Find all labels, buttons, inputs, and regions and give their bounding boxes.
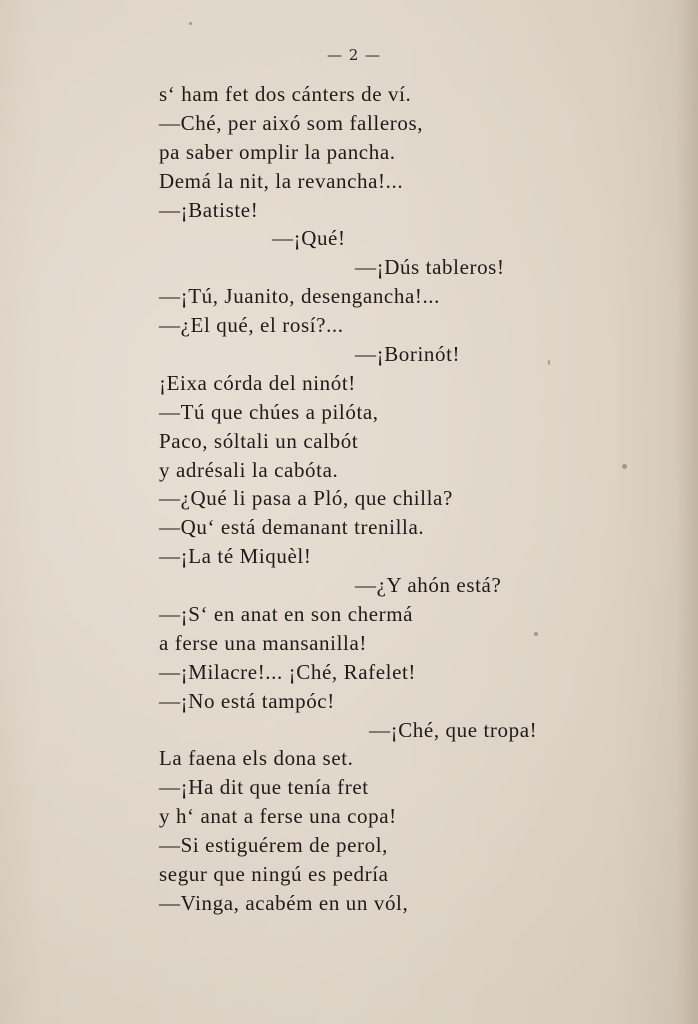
verse-line: —Vinga, acabém en un vól, <box>159 890 409 915</box>
verse-line: ¡Eixa córda del ninót! <box>159 370 356 395</box>
verse-line: y adrésali la cabóta. <box>159 457 339 482</box>
verse-line: —¡Milacre!... ¡Ché, Rafelet! <box>159 659 417 684</box>
verse-line: —¡S‘ en anat en son chermá <box>159 602 414 627</box>
verse-line: —¡La té Miquèl! <box>159 544 312 569</box>
page-number: — 2 — <box>326 46 382 64</box>
paper-speck <box>548 360 550 365</box>
verse-line: a ferse una mansanilla! <box>159 630 367 655</box>
verse-line: pa saber omplir la pancha. <box>159 139 396 164</box>
verse-line: —¿El qué, el rosí?... <box>159 313 344 338</box>
verse-line: Demá la nit, la revancha!... <box>159 168 404 193</box>
verse-line: y h‘ anat a ferse una copa! <box>159 804 397 829</box>
verse-line: —¡Dús tableros! <box>355 255 505 280</box>
verse-line: —Ché, per aixó som falleros, <box>159 110 424 135</box>
verse-line: segur que ningú es pedría <box>159 862 389 887</box>
verse-line: —¡Ha dit que tenía fret <box>159 775 369 800</box>
verse-line: —¡Batiste! <box>159 197 259 222</box>
verse-line: —¡Tú, Juanito, desengancha!... <box>159 284 441 309</box>
verse-line: —¡Qué! <box>272 226 346 251</box>
verse-text <box>159 80 537 918</box>
verse-line: —¡No está tampóc! <box>159 688 335 713</box>
verse-line: s‘ ham fet dos cánters de ví. <box>159 82 412 106</box>
paper-speck <box>622 464 627 469</box>
page-edge-shadow <box>676 0 698 1024</box>
verse-line: —Si estiguérem de perol, <box>159 833 389 858</box>
verse-line: —¿Qué li pasa a Pló, que chilla? <box>159 486 453 511</box>
verse-line: —Qu‘ está demanant trenilla. <box>159 515 425 540</box>
verse-line: Paco, sóltali un calbót <box>159 428 359 453</box>
verse-line: —Tú que chúes a pilóta, <box>159 399 379 424</box>
paper-speck <box>189 22 192 25</box>
verse-line: La faena els dona set. <box>159 746 354 771</box>
verse-line: —¡Ché, que tropa! <box>369 717 538 742</box>
verse-line: —¡Borinót! <box>355 342 461 367</box>
verse-line: —¿Y ahón está? <box>355 573 502 598</box>
